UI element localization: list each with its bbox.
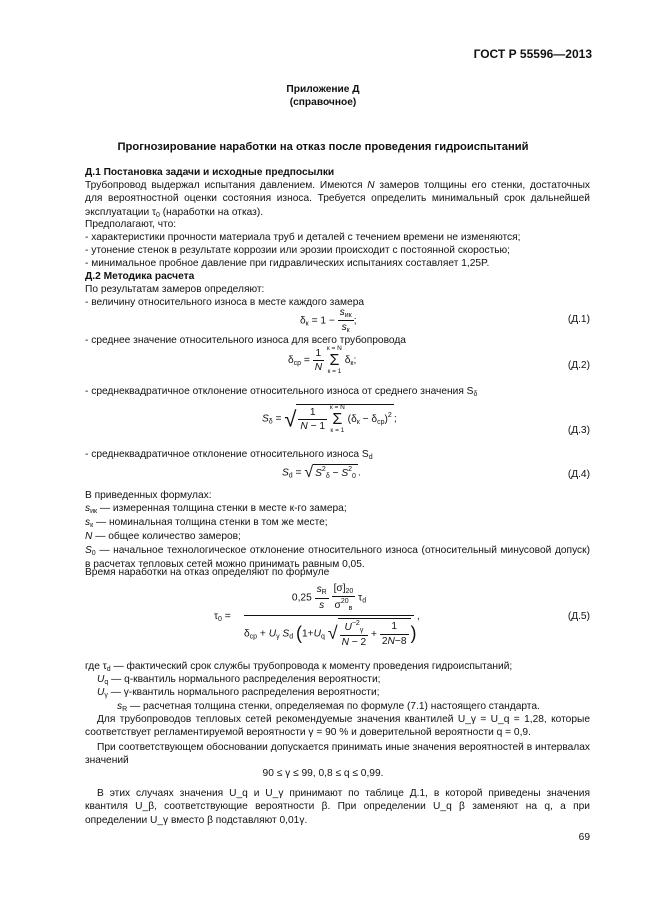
def-sk: $s_к$ — номинальная толщина стенки в том же месте; bbox=[85, 517, 328, 530]
appendix-subtitle: (справочное) bbox=[289, 97, 357, 108]
justify-text: При соответствующем обосновании допускается принимать иные значения вероятностей в интервалах значений bbox=[85, 742, 590, 767]
d2-line-3-sub: δ bbox=[473, 391, 478, 398]
equation-d3-number: (Д.3) bbox=[567, 425, 590, 436]
in-formulas-line: В приведенных формулах: bbox=[85, 490, 212, 501]
equation-d2: $\delta_{ср}$ = $\frac{1}{N}$ к = N Σ к = 1 $\delta_к$; bbox=[288, 345, 357, 375]
p1-part-a: Трубопровод выдержал испытания давлением. Имеются bbox=[85, 180, 368, 191]
d2-line-4 bbox=[85, 448, 590, 462]
where-def-sr: $s_R$ — расчетная толщина стенки, определяемая по формуле (7.1) настоящего стандарта. bbox=[117, 701, 540, 713]
d2-line-3 bbox=[85, 385, 590, 399]
equation-d4: $S_d$ = √ $S^2_\delta - S^2_0$ . bbox=[282, 464, 361, 481]
recommend-text: Для трубопроводов тепловых сетей рекомендуемые значения квантилей U_γ = U_q = 1,28, которые соответствует регламентируемой вероятности γ = 90 % и доверительной вероятности q = 0,9. bbox=[85, 714, 590, 739]
definitions-block bbox=[85, 502, 590, 572]
p1-N: N bbox=[367, 180, 375, 191]
assume-item-3: - минимальное пробное давление при гидравлических испытаниях составляет 1,25P. bbox=[85, 258, 490, 269]
equation-d5-number: (Д.5) bbox=[567, 611, 590, 622]
d2-line-2: - среднее значение относительного износа для всего трубопровода bbox=[85, 335, 406, 346]
p1-part-b: замеров толщины его стенки, достаточных для вероятностной оценки состояния износа. Требуется определить минимальный срок дальнейшей эксплуатации τ bbox=[85, 180, 590, 218]
p1-sub: 0 bbox=[156, 211, 160, 219]
equation-d4-number: (Д.4) bbox=[567, 469, 590, 480]
where-def-uq: $U_q$ — q-квантиль нормального распределения вероятности; bbox=[97, 674, 381, 686]
def-N: N — общее количество замеров; bbox=[85, 531, 241, 543]
where-def-ug: $U_\gamma$ — γ-квантиль нормального распределения вероятности; bbox=[97, 687, 380, 699]
time-text: Время наработки на отказ определяют по формуле bbox=[85, 567, 330, 578]
equation-d1: $\delta_к = 1$ − $\frac{s_{ик}}{s_к}$ ; bbox=[300, 307, 357, 335]
d2-line-4-text: - среднеквадратичное отклонение относительного износа S bbox=[85, 449, 369, 460]
d2-line-1: - величину относительного износа в месте каждого замера bbox=[85, 297, 365, 308]
appendix-title: Приложение Д bbox=[286, 84, 360, 95]
equation-d2-number: (Д.2) bbox=[567, 360, 590, 371]
closing-text: В этих случаях значения U_q и U_γ принимают по таблице Д.1, в которой приведены значения квантиля U_β, соответствующие вероятности β. При определении U_q β заменяют на q, а при определении U_γ вместо β подставляют 0,01γ. bbox=[85, 788, 590, 826]
d2-intro: По результатам замеров определяют: bbox=[85, 284, 265, 295]
assume-line: Предполагают, что: bbox=[85, 219, 177, 230]
p1-part-c: (наработки на отказ). bbox=[159, 206, 264, 218]
page-number: 69 bbox=[578, 832, 590, 843]
d2-line-4-sub: d bbox=[368, 454, 373, 461]
assume-item-1: - характеристики прочности материала труб и деталей с течением времени не изменяются; bbox=[85, 232, 521, 243]
where-def-taud: где $\tau_d$ — фактический срок службы трубопровода к моменту проведения гидроиспытаний; bbox=[85, 661, 513, 673]
section-d1-paragraph bbox=[85, 179, 590, 220]
equation-d1-number: (Д.1) bbox=[567, 314, 590, 325]
section-d1-heading: Д.1 Постановка задачи и исходные предпосылки bbox=[85, 167, 335, 178]
equation-d3: $S_\delta$ = √ $\frac{1}{N - 1}$ к = N Σ к = 1 $(\delta_к - \delta_{ср})^2$ ; bbox=[262, 404, 397, 434]
def-sik: $s_{ик}$ — измеренная толщина стенки в месте к-го замера; bbox=[85, 503, 347, 515]
section-d2-heading: Д.2 Методика расчета bbox=[85, 271, 195, 282]
def-S0: $S_0$ — начальное технологическое отклонение относительного износа (относительный минусовой допуск) в расчетах тепловых сетей можно принимать равным 0,05. bbox=[85, 544, 590, 571]
assume-item-2: - утонение стенок в результате коррозии или эрозии происходит с постоянной скоростью; bbox=[85, 245, 511, 256]
interval-text: 90 ≤ γ ≤ 99, 0,8 ≤ q ≤ 0,99. bbox=[262, 768, 384, 779]
d2-line-3-text: - среднеквадратичное отклонение относительного износа от среднего значения S bbox=[85, 386, 474, 397]
standard-code: ГОСТ Р 55596—2013 bbox=[473, 47, 592, 61]
main-title: Прогнозирование наработки на отказ после проведения гидроиспытаний bbox=[117, 141, 529, 153]
